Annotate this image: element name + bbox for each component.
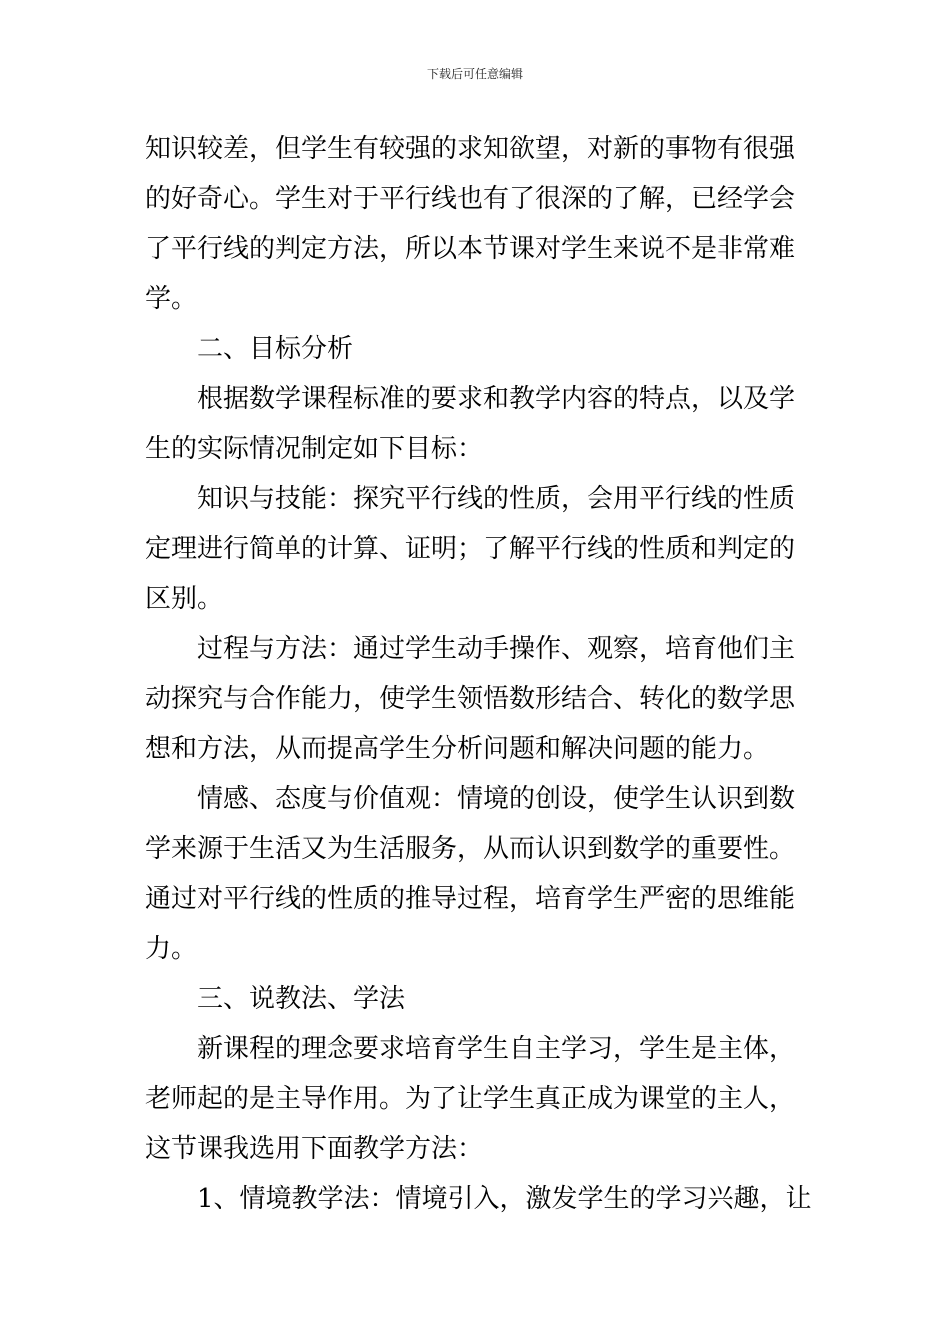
text-line: 通过对平行线的性质的推导过程，培育学生严密的思维能 xyxy=(145,884,796,914)
text-line: 动探究与合作能力，使学生领悟数形结合、转化的数学思 xyxy=(145,684,796,714)
text-line: 了平行线的判定方法，所以本节课对学生来说不是非常难 xyxy=(145,234,796,264)
paragraph-intro-continuation xyxy=(145,124,810,324)
heading-text: 二、目标分析 xyxy=(197,334,354,364)
page-header: 下载后可任意编辑 xyxy=(426,67,523,81)
section-heading-goal-analysis xyxy=(145,324,810,374)
text-line: 情感、态度与价值观：情境的创设，使学生认识到数 xyxy=(197,784,796,814)
text-line: 学来源于生活又为生活服务，从而认识到数学的重要性。 xyxy=(145,834,796,864)
text-line: 1、情境教学法：情境引入，激发学生的学习兴趣，让 xyxy=(197,1184,812,1214)
text-line: 的好奇心。学生对于平行线也有了很深的了解，已经学会 xyxy=(145,184,796,214)
text-line: 这节课我选用下面教学方法： xyxy=(145,1134,484,1164)
text-line: 过程与方法：通过学生动手操作、观察，培育他们主 xyxy=(197,634,796,664)
text-line: 学。 xyxy=(145,284,198,314)
paragraph-new-curriculum xyxy=(145,1024,810,1174)
section-heading-teaching-methods xyxy=(145,974,810,1024)
text-line: 定理进行简单的计算、证明；了解平行线的性质和判定的 xyxy=(145,534,796,564)
paragraph-knowledge-skills xyxy=(145,474,810,624)
paragraph-goal-intro xyxy=(145,374,810,474)
text-line: 生的实际情况制定如下目标： xyxy=(145,434,484,464)
paragraph-process-methods xyxy=(145,624,810,774)
text-line: 想和方法，从而提高学生分析问题和解决问题的能力。 xyxy=(145,734,770,764)
text-line: 根据数学课程标准的要求和教学内容的特点，以及学 xyxy=(197,384,796,414)
text-line: 知识较差，但学生有较强的求知欲望，对新的事物有很强 xyxy=(145,134,796,164)
text-line: 知识与技能：探究平行线的性质，会用平行线的性质 xyxy=(197,484,796,514)
heading-text: 三、说教法、学法 xyxy=(197,984,406,1014)
text-line: 力。 xyxy=(145,934,198,964)
text-line: 老师起的是主导作用。为了让学生真正成为课堂的主人， xyxy=(145,1084,796,1114)
text-line: 新课程的理念要求培育学生自主学习，学生是主体， xyxy=(197,1034,796,1064)
paragraph-emotion-values xyxy=(145,774,810,974)
paragraph-method-1 xyxy=(145,1174,810,1224)
document-body xyxy=(145,124,810,1224)
text-line: 区别。 xyxy=(145,584,224,614)
